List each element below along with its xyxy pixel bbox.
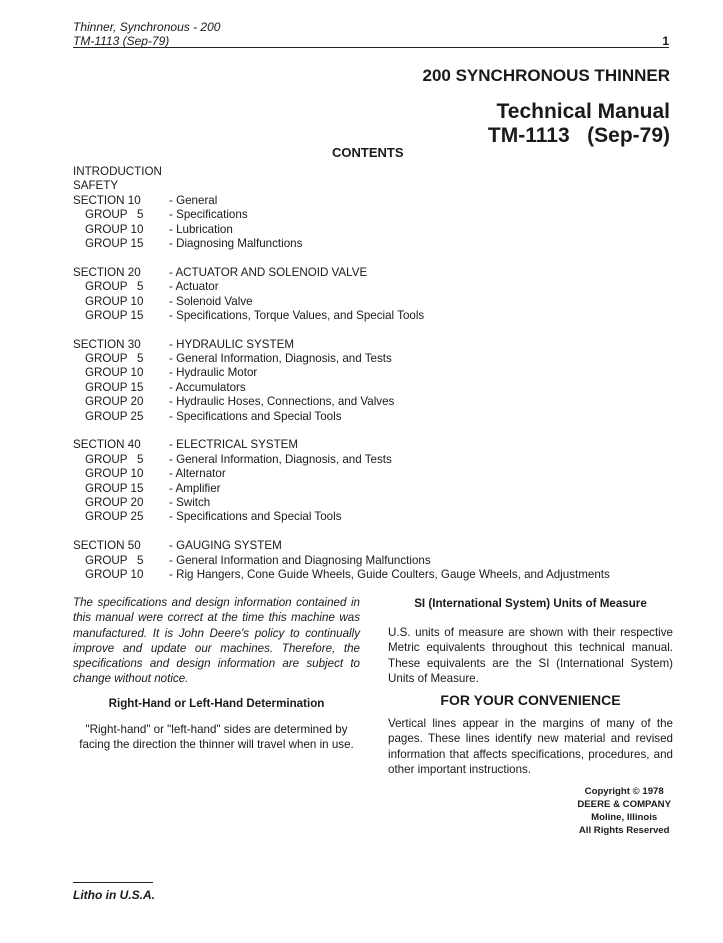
toc-spacer [73, 251, 610, 265]
toc-group-title: - Solenoid Valve [169, 294, 253, 308]
toc-group-label: GROUP 10 [85, 567, 144, 581]
toc-group-label: GROUP 10 [85, 222, 144, 236]
toc-section-row [73, 194, 610, 208]
footer-divider [73, 882, 153, 883]
product-title: 200 SYNCHRONOUS THINNER [422, 66, 670, 85]
toc-group-row [73, 554, 610, 568]
toc-group-title: - Diagnosing Malfunctions [169, 236, 303, 250]
toc-group-row [73, 496, 610, 510]
toc-group-title: - Specifications and Special Tools [169, 409, 342, 423]
toc-group-title: - General Information and Diagnosing Malfunctions [169, 553, 431, 567]
toc-group-label: GROUP 15 [85, 308, 144, 322]
toc-group-row [73, 381, 610, 395]
toc-group-title: - Specifications [169, 208, 248, 222]
toc-group-label: GROUP 10 [85, 294, 144, 308]
manual-code-line: TM-1113 (Sep-79) [487, 124, 670, 147]
toc-group-title: - General Information, Diagnosis, and Tests [169, 352, 392, 366]
toc-group-row [73, 395, 610, 409]
toc-spacer [73, 323, 610, 337]
toc-group-label: GROUP 5 [85, 352, 144, 366]
toc-group-title: - Hydraulic Motor [169, 366, 258, 380]
toc-section-row [73, 539, 610, 553]
toc-group-row [73, 352, 610, 366]
toc-spacer [73, 525, 610, 539]
manual-title-line: Technical Manual [496, 100, 670, 123]
rights-line: All Rights Reserved [578, 825, 670, 836]
toc-group-title: - Specifications, Torque Values, and Special Tools [169, 308, 425, 322]
toc-group-title: - Accumulators [169, 380, 246, 394]
company-line: DEERE & COMPANY [577, 799, 671, 810]
contents-heading: CONTENTS [332, 145, 404, 160]
toc-group-label: GROUP 5 [85, 452, 144, 466]
header-title: Thinner, Synchronous - 200 [73, 20, 221, 34]
toc-group-title: - Hydraulic Hoses, Connections, and Valves [169, 395, 395, 409]
toc-group-row [73, 309, 610, 323]
toc-group-label: GROUP 10 [85, 467, 144, 481]
toc-group-label: GROUP 20 [85, 495, 144, 509]
toc-group-title: - Switch [169, 495, 211, 509]
toc-spacer [73, 424, 610, 438]
copyright-block [577, 785, 671, 837]
si-units-heading: SI (International System) Units of Measure [414, 597, 647, 610]
toc-section-label: SECTION 30 [73, 337, 141, 351]
toc-section-title: - General [169, 193, 218, 207]
toc-group-title: - General Information, Diagnosis, and Tests [169, 452, 392, 466]
toc-group-row [73, 410, 610, 424]
convenience-text: Vertical lines appear in the margins of many of the pages. These lines identify new material and revised information that affects specifications, procedures, and other important instructions. [388, 717, 673, 776]
toc-group-title: - Rig Hangers, Cone Guide Wheels, Guide Coulters, Gauge Wheels, and Adjustments [169, 567, 610, 581]
toc-group-label: GROUP 25 [85, 409, 144, 423]
header-divider [73, 47, 669, 48]
toc-introduction: INTRODUCTION [73, 165, 162, 178]
toc-group-title: - Amplifier [169, 481, 221, 495]
toc-group-row [73, 482, 610, 496]
toc-group-label: GROUP 5 [85, 280, 144, 294]
toc-group-label: GROUP 15 [85, 236, 144, 250]
page-number: 1 [662, 34, 669, 48]
location-line: Moline, Illinois [591, 812, 658, 823]
right-left-heading: Right-Hand or Left-Hand Determination [108, 697, 325, 710]
toc-section-label: SECTION 40 [73, 438, 141, 452]
toc-group-title: - Specifications and Special Tools [169, 510, 342, 524]
toc-section-row [73, 266, 610, 280]
toc-group-label: GROUP 10 [85, 366, 144, 380]
toc-group-label: GROUP 15 [85, 380, 144, 394]
toc-group-row [73, 568, 610, 582]
toc-group-label: GROUP 5 [85, 553, 144, 567]
toc-section-label: SECTION 20 [73, 265, 141, 279]
toc-group-title: - Lubrication [169, 222, 233, 236]
footer-litho: Litho in U.S.A. [73, 888, 155, 902]
notice-paragraph: The specifications and design information contained in this manual were correct at the time this machine was manufactured. It is John Deere's policy to continually improve and update our machines. Therefore, the specifications and design information are subject to change without notice. [73, 596, 360, 686]
manual-title [488, 100, 670, 148]
toc-group-label: GROUP 5 [85, 208, 144, 222]
toc-group-row [73, 467, 610, 481]
toc-group-label: GROUP 20 [85, 395, 144, 409]
copyright-line: Copyright © 1978 [584, 786, 664, 797]
toc-group-title: - Actuator [169, 280, 219, 294]
toc-group-row [73, 280, 610, 294]
toc-section-title: - HYDRAULIC SYSTEM [169, 337, 294, 351]
toc-group-row [73, 366, 610, 380]
toc-group-title: - Alternator [169, 467, 226, 481]
toc-group-row [73, 208, 610, 222]
toc-section-row [73, 338, 610, 352]
toc-section-row [73, 438, 610, 452]
right-left-text: "Right-hand" or "left-hand" sides are determined by facing the direction the thinner will travel when in use. [79, 723, 354, 752]
table-of-contents [73, 165, 610, 582]
toc-group-row [73, 453, 610, 467]
toc-section-label: SECTION 10 [73, 193, 141, 207]
toc-group-row [73, 295, 610, 309]
toc-section-title: - GAUGING SYSTEM [169, 539, 282, 553]
si-units-text: U.S. units of measure are shown with their respective Metric equivalents throughout this technical manual. These equivalents are the SI (International System) Units of Measure. [388, 626, 673, 685]
header-manual-code: TM-1113 (Sep-79) [73, 34, 170, 48]
toc-group-row [73, 510, 610, 524]
toc-group-row [73, 237, 610, 251]
toc-section-title: - ELECTRICAL SYSTEM [169, 438, 299, 452]
toc-group-row [73, 223, 610, 237]
toc-group-label: GROUP 15 [85, 481, 144, 495]
toc-group-label: GROUP 25 [85, 510, 144, 524]
toc-section-label: SECTION 50 [73, 539, 141, 553]
convenience-heading: FOR YOUR CONVENIENCE [440, 692, 621, 708]
toc-section-title: - ACTUATOR AND SOLENOID VALVE [169, 265, 368, 279]
toc-safety: SAFETY [73, 179, 119, 193]
